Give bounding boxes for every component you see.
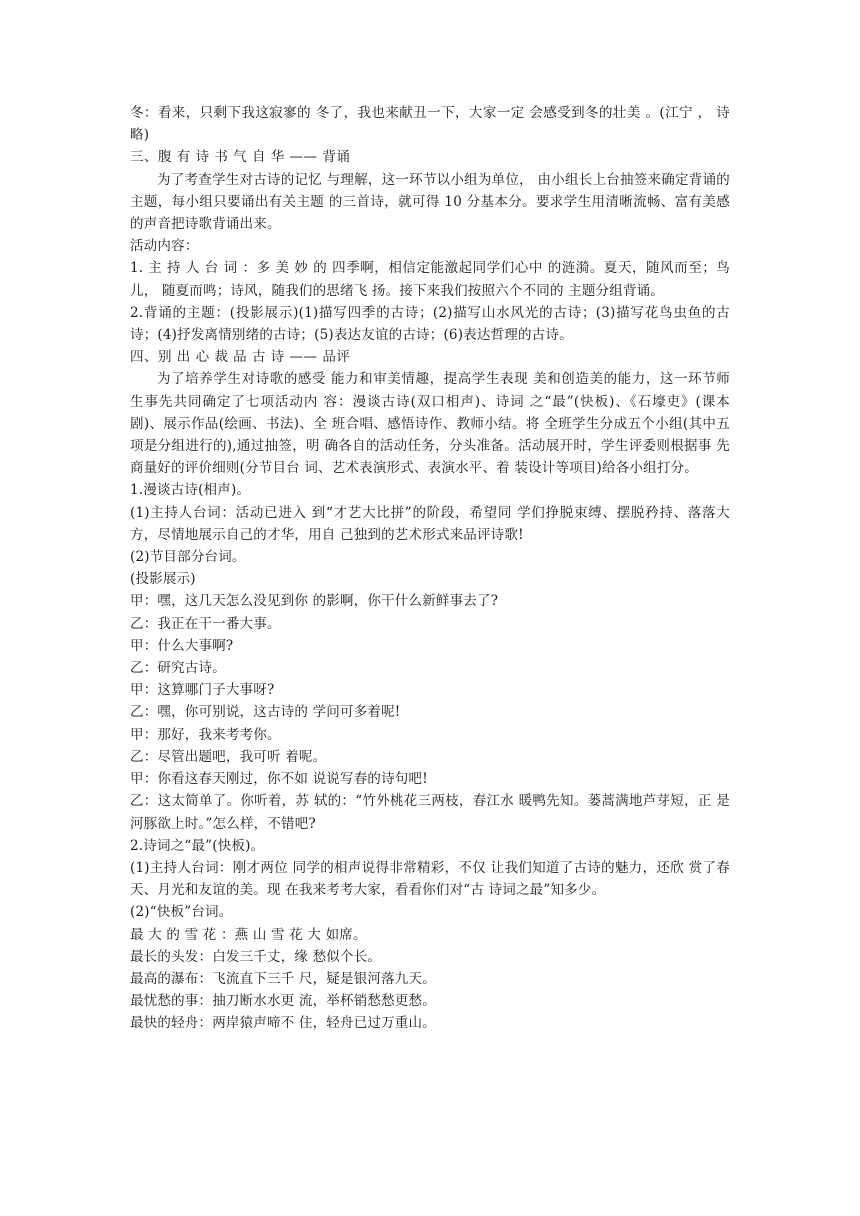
dialogue-line: 甲：什么大事啊?	[130, 637, 234, 654]
host-lines-item-1: 1. 主 持 人 台 词 ：多 美 妙 的 四季啊，相信定能激起同学们心中 的涟漪。夏天，随风而至；鸟儿， 随夏而鸣；诗风，随我们的思绪飞 扬。接下来我们按照六个不同的 主题分组背诵。	[130, 260, 730, 299]
dialogue-line: 乙：尽管出题吧，我可听 着呢。	[130, 748, 327, 765]
kuaiban-script-label: (2)“快板”台词。	[130, 904, 233, 921]
superlative-line: 最高的瀑布：飞流直下三千 尺，疑是银河落九天。	[130, 970, 436, 987]
paragraph-winter-line: 冬：看来，只剩下我这寂寥的 冬了，我也来献丑一下，大家一定 会感受到冬的壮美 。(江宁 ， 诗略)	[130, 105, 730, 144]
dialogue-line: 甲：你看这春天刚过，你不如 说说写春的诗句吧!	[130, 771, 428, 788]
dialogue-line: 乙：研究古诗。	[130, 660, 226, 677]
paragraph-recitation-intro: 为了考查学生对古诗的记忆 与理解，这一环节以小组为单位， 由小组长上台抽签来确定背诵的 主题，每小组只要诵出有关主题 的三首诗，就可得 10 分基本分。要求学生用清晰流畅、富有美感 的声音把诗歌背诵出来。	[130, 171, 730, 233]
dialogue-line: 甲：那好，我来考考你。	[130, 726, 281, 743]
item-crosstalk-title: 1.漫谈古诗(相声)。	[130, 482, 251, 499]
recitation-themes-item-2: 2.背诵的主题：(投影展示)(1)描写四季的古诗；(2)描写山水风光的古诗；(3)描写花鸟虫鱼的古诗；(4)抒发离情别绪的古诗；(5)表达友谊的古诗；(6)表达哲理的古诗。	[130, 304, 730, 344]
superlative-line: 最忧愁的事：抽刀断水水更 流，举杯销愁愁更愁。	[130, 993, 436, 1010]
crosstalk-host-lines: (1)主持人台词：活动已进入 到“才艺大比拼”的阶段，希望同 学们挣脱束缚、摆脱矜持、落落大 方，尽情地展示自己的才华，用自 己独到的艺术形式来品评诗歌!	[130, 504, 730, 543]
superlative-line: 最快的轻舟：两岸猿声啼不 住，轻舟已过万重山。	[130, 1015, 436, 1032]
paragraph-appreciation-intro: 为了培养学生对诗歌的感受 能力和审美情趣，提高学生表现 美和创造美的能力，这一环节师 生事先共同确定了七项活动内 容：漫谈古诗(双口相声)、诗词 之“最”(快板)、《石壕吏》(课本 剧)、展示作品(绘画、书法)、全 班合唱、感悟诗作、教师小结。将 全班学生分成五个小组(其中五 项是分组进行的),通过抽签，明 确各自的活动任务，分头准备。活动展开时，学生评委则根据事 先商量好的评价细则(分节目台 词、艺术表演形式、表演水平、着 装设计等项目)给各小组打分。	[130, 371, 730, 477]
superlative-line: 最长的头发：白发三千丈，缘 愁似个长。	[130, 948, 382, 965]
document-body	[130, 102, 730, 1035]
dialogue-line: 乙：嘿，你可别说，这古诗的 学问可多着呢!	[130, 704, 401, 721]
dialogue-line: 甲：嘿，这几天怎么没见到你 的影啊，你干什么新鲜事去了?	[130, 593, 499, 610]
item-poetry-superlatives-title: 2.诗词之“最”(快板)。	[130, 837, 265, 854]
superlative-line: 最 大 的 雪 花 ：燕 山 雪 花 大 如席。	[130, 926, 367, 943]
crosstalk-script-label: (2)节目部分台词。	[130, 549, 246, 566]
superlatives-host-lines: (1)主持人台词：刚才两位 同学的相声说得非常精彩，不仅 让我们知道了古诗的魅力，还欣 赏了春天、月光和友谊的美。现 在我来考考大家，看看你们对“古 诗词之最”知多少。	[130, 859, 730, 899]
dialogue-line: 乙：我正在干一番大事。	[130, 615, 281, 632]
projection-label: (投影展示)	[130, 571, 196, 588]
section-heading-appreciation: 四、别 出 心 裁 品 古 诗 —— 品评	[130, 349, 351, 366]
dialogue-line: 甲：这算哪门子大事呀?	[130, 682, 275, 699]
section-heading-recitation: 三、腹 有 诗 书 气 自 华 —— 背诵	[130, 149, 351, 166]
dialogue-line: 乙：这太简单了。你听着，苏 轼的：“竹外桃花三两枝，春江水 暖鸭先知。蒌蒿满地芦芽短，正 是河豚欲上时。”怎么样，不错吧?	[130, 793, 730, 832]
activity-content-label: 活动内容：	[130, 238, 199, 255]
